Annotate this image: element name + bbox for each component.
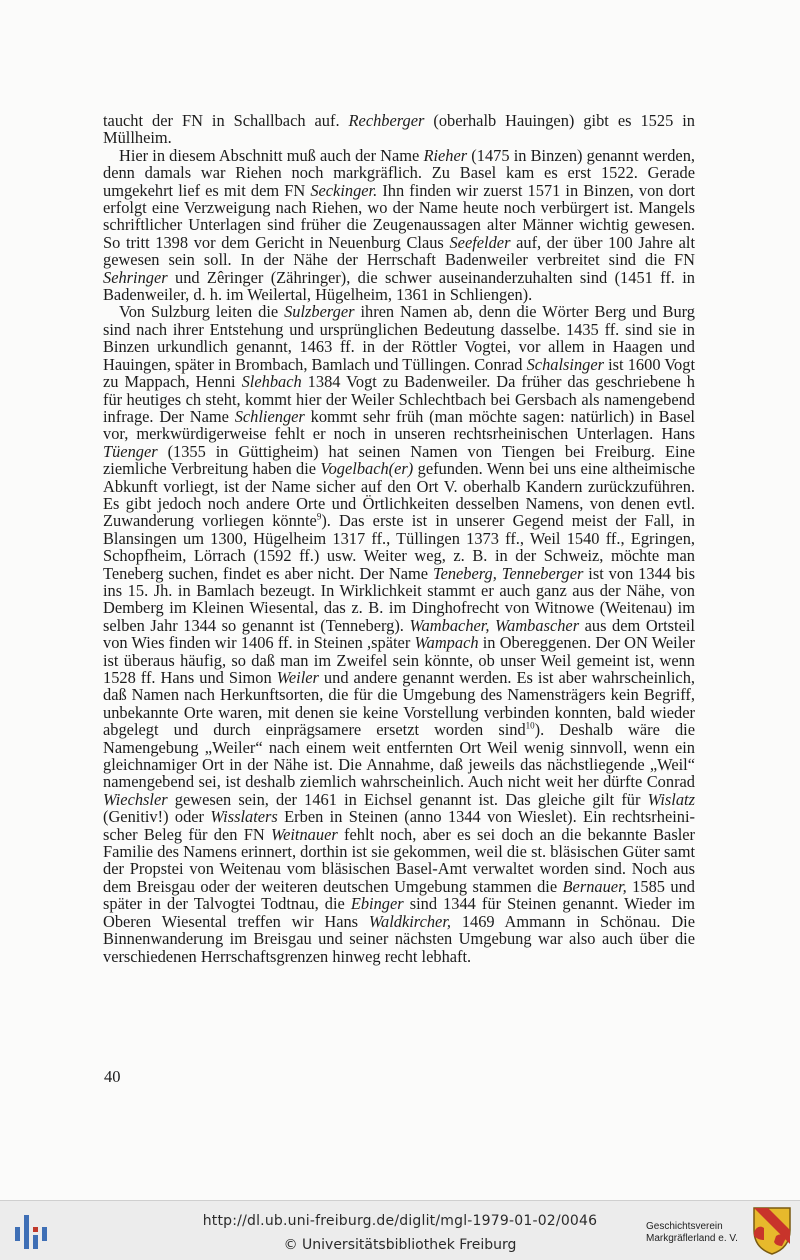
- text-run: ). Das erste ist in unserer Gegend meist der Fall, in Blansingen um 1300, Hügelheim 1317 ff., Tüllingen 1373 ff., Weil 1540 ff., Egringen, Schopfheim, Lörrach (1592 ff.) usw. Weiter weg, z. B. in der Schweiz, möchte man Teneberg suchen, findet es aber nicht. Der Name: [103, 511, 695, 583]
- text-run: ). Deshalb wäre die Namengebung „Weiler“ nach einem weit entfernten Ort Weil wenig sinnvoll, wenn ein gleichnamiger Ort in der Nähe ist. Die Annahme, daß jeweils das nächstliegende „Weil“ namengebend sei, ist deshalb ziemlich wahrscheinlich. Auch nicht weit her dürfte Conrad: [103, 720, 695, 792]
- text-run: Ihn finden wir zuerst 1571 in Binzen, von dort erfolgt eine Verzweigung nach Riehen, wo der Name heute noch verbürgert ist. Mangels schriftlicher Unterlagen sind früher die Zeugenaussagen alter Männer wichtig gewesen. So tritt 1398 vor dem Gericht in Neuenburg Claus: [103, 180, 695, 252]
- copyright-notice: © Universitätsbibliothek Freiburg: [283, 1237, 517, 1253]
- permalink[interactable]: http://dl.ub.uni-freiburg.de/diglit/mgl-1979-01-02/0046: [202, 1213, 598, 1229]
- page-number: 40: [104, 1067, 121, 1086]
- text-run: (oberhalb Hauingen) gibt es 1525 in Müllheim.: [103, 111, 695, 148]
- library-logo-icon: [12, 1211, 52, 1251]
- italic-name: Seckinger.: [310, 180, 378, 200]
- italic-name: Wambacher, Wambascher: [409, 615, 580, 635]
- society-name: [646, 1221, 756, 1245]
- italic-name: Ebinger: [350, 894, 404, 914]
- text-run: gewesen sein, der 1461 in Eichsel genannt ist. Das gleiche gilt für: [167, 789, 648, 809]
- italic-name: Sulzberger: [284, 302, 355, 322]
- text-run: und Zêringer (Zähringer), die schwer auseinanderzuhalten sind (1451 ff. in Badenweiler, d. h. im Weilertal, Hügelheim, 1361 in Schliengen).: [103, 267, 695, 305]
- text-run: und andere genannt werden. Es ist aber wahrscheinlich, daß Namen nach Herkunftsorten, die für die Umgebung des Namensträgers kein Begriff, unbekannte Orte waren, mit denen sie keine Vorstellung verbinden konnten, bald wieder abgelegt und durch einprägsamere ersetzt worden sind: [103, 668, 695, 740]
- italic-name: Rieher: [423, 145, 468, 165]
- text-run: Hier in diesem Abschnitt muß auch der Name: [119, 145, 424, 165]
- text-run: aus dem Ortsteil von Wies finden wir 1406 ff. in Steinen ,später: [103, 615, 695, 653]
- italic-name: Vogelbach(er): [320, 459, 414, 479]
- italic-name: Waldkircher,: [368, 911, 451, 931]
- text-run: 1585 und später in der Talvogtei Todtnau, die: [103, 876, 695, 914]
- text-run: ist 1600 Vogt zu Mappach, Henni: [103, 354, 695, 392]
- viewer-footer: [0, 1200, 800, 1260]
- text-run: (1475 in Binzen) genannt werden, denn damals war Riehen noch markgräflich. Zu Basel kam es erst 1522. Gerade umgekehrt lief es mit dem FN: [103, 145, 695, 200]
- paragraph: [103, 147, 695, 304]
- text-run: (1355 in Güttigheim) hat seinen Namen von Tiengen bei Freiburg. Eine ziemliche Verbreitung haben die: [103, 441, 695, 479]
- italic-name: Rechberger: [348, 111, 425, 130]
- paragraph: [103, 112, 695, 147]
- italic-name: Wisslaters: [210, 807, 278, 827]
- paragraph: [103, 303, 695, 964]
- body-text: [103, 112, 695, 965]
- italic-name: Tüenger: [103, 441, 158, 461]
- text-run: gefunden. Wenn bei uns eine altheimische Abkunft vorliegt, ist der Name sicher auf den Ort V. oberhalb Kandern zurückzuführen. Es gibt jedoch noch andere Orte und Örtlichkeiten desselben Namens, von denen evtl. Zuwanderung vorliegen könnte: [103, 459, 695, 531]
- society-name-line: Geschichtsverein: [646, 1221, 723, 1232]
- footnote-ref: 9: [316, 511, 322, 522]
- text-run: in Obereggenen. Der ON Weiler ist überaus häufig, so daß man im Zweifel sein könnte, ob unser Weil gemeint ist, wenn 1528 ff. Hans und Simon: [103, 633, 695, 687]
- text-run: ihren Namen ab, denn die Wörter Berg und Burg sind nach ihrer Entstehung und ursprünglichen Bedeutung dasselbe. 1435 ff. sind sie in Binzen urkundlich genannt, 1463 ff. in der Röttler Vogtei, vor allem in Haagen und Hauingen, später in Brombach, Bamlach und Tüllingen. Conrad: [103, 302, 695, 374]
- italic-name: Schalsinger: [526, 354, 605, 374]
- italic-name: Bernauer,: [562, 876, 627, 896]
- text-run: 1384 Vogt zu Badenweiler. Da früher das geschriebene h für heutiges ch steht, kommt hier der Weiler Schlechtbach bei Gersbach als namengebend infrage. Der Name: [103, 372, 696, 426]
- text-run: fehlt noch, aber es sei doch an die bekannte Basler Familie des Namens erinnert, dorthin ist sie gekommen, weil die st. bläsischen Güter samt der Propstei von Weitenau vom bläsischen Basel-Amt verwaltet worden sind. Noch aus dem Breisgau oder der weiteren deutschen Umgebung stammen die: [103, 824, 695, 896]
- text-run: Von Sulzburg leiten die: [119, 302, 285, 322]
- italic-name: Wiechsler: [103, 789, 168, 809]
- italic-name: Schlienger: [234, 406, 305, 426]
- italic-name: Sehringer: [103, 267, 168, 287]
- italic-name: Weitnauer: [270, 824, 338, 844]
- text-run: (Genitiv!) oder: [103, 807, 211, 827]
- footnote-ref: 10: [525, 720, 535, 731]
- italic-name: Wampach: [414, 633, 479, 653]
- text-run: auf, der über 100 Jahre alt gewesen sein soll. In der Nähe der Herrschaft Badenweiler verbreitet sind die FN: [103, 232, 695, 270]
- society-name-line: Markgräflerland e. V.: [646, 1233, 738, 1244]
- text-run: Erben in Steinen (anno 1344 von Wieslet). Ein rechtsrheinischer Beleg für den FN: [103, 807, 696, 844]
- text-run: sind 1344 für Steinen genannt. Wieder im Oberen Wiesental treffen wir Hans: [103, 894, 696, 931]
- italic-name: Teneberg, Tenneberger: [432, 563, 584, 583]
- coat-of-arms-icon: [752, 1206, 792, 1256]
- italic-name: Weiler: [276, 668, 319, 687]
- text-run: ist von 1344 bis ins 15. Jh. in Bamlach bezeugt. In Wirklichkeit stammt er auch ganz aus der Nähe, von Demberg im Kleinen Wiesental, das z. B. im Dinghofrecht von Witnowe (Weitenau) im selben Jahr 1344 so genannt ist (Tenneberg).: [103, 563, 695, 635]
- text-run: taucht der FN in Schallbach auf.: [103, 111, 349, 130]
- text-run: 1469 Ammann in Schönau. Die Binnenwanderung im Breisgau und seiner nächsten Umgebung war also auch über die verschiedenen Herrschaftsgrenzen hinweg recht lebhaft.: [103, 911, 695, 966]
- italic-name: Wislatz: [647, 789, 695, 809]
- italic-name: Slehbach: [241, 372, 302, 392]
- text-run: kommt sehr früh (man möchte sagen: natürlich) in Basel vor, merkwürdigerweise fehlt er noch in unseren rechtsrheinischen Unterlagen. Hans: [103, 406, 695, 444]
- italic-name: Seefelder: [449, 232, 511, 252]
